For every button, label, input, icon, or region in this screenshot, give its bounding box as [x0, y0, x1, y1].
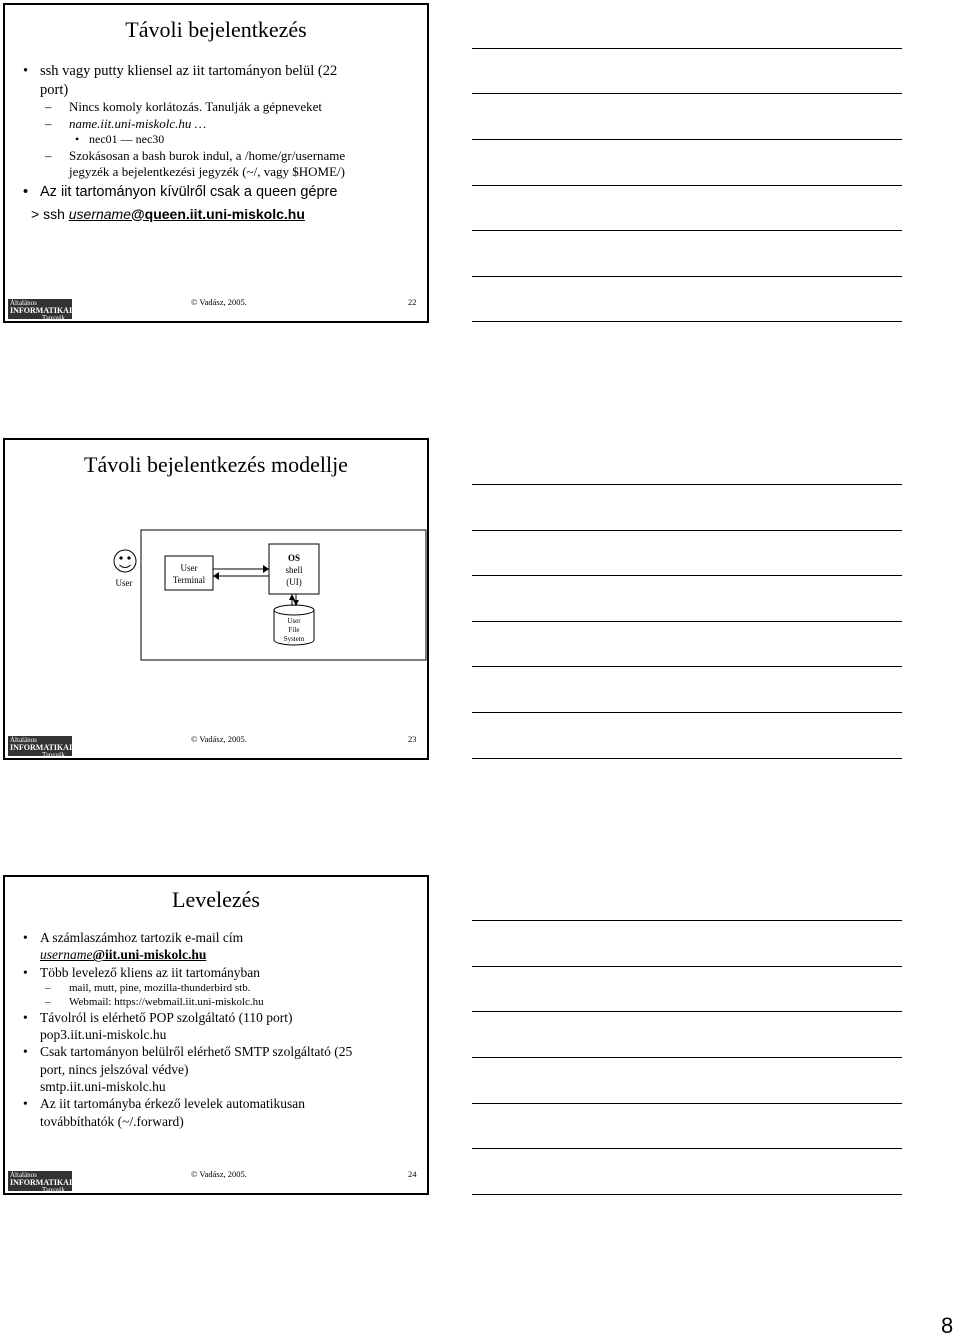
department-logo [8, 736, 72, 756]
os-shell-label: OS [287, 553, 301, 563]
sub-bullet: – mail, mutt, pine, mozilla-thunderbird stb. [23, 981, 419, 995]
note-line [472, 139, 902, 140]
arrow-head-icon [263, 565, 269, 573]
slide-title: Levelezés [172, 887, 260, 912]
note-line [472, 712, 902, 713]
user-eye-icon [119, 556, 122, 559]
logo-line: Tanszék [42, 1186, 65, 1191]
file-system-label: User [287, 617, 301, 625]
note-line [472, 1011, 902, 1012]
slide-body [23, 61, 419, 223]
note-line [472, 920, 902, 921]
note-line [472, 185, 902, 186]
slide-footer: © Vadász, 2005. [191, 734, 247, 744]
os-shell-label: shell [285, 565, 303, 575]
slide-number: 22 [408, 297, 417, 307]
logo-line: Általános [10, 299, 37, 307]
bullet: • A számlaszámhoz tartozik e-mail cím [23, 929, 419, 946]
note-line [472, 1148, 902, 1149]
file-system-label: File [288, 626, 300, 634]
slide-24 [3, 875, 429, 1195]
note-line [472, 321, 902, 322]
remote-login-diagram [5, 440, 427, 758]
logo-line: Tanszék [42, 314, 65, 319]
slide-footer: © Vadász, 2005. [191, 297, 247, 307]
sub-sub-bullet: • nec01 — nec30 [23, 132, 419, 147]
bullet: • Az iit tartományon kívülről csak a queen gépre [23, 183, 419, 202]
sub-bullet: – name.iit.uni-miskolc.hu … [23, 116, 419, 133]
logo-line: Tanszék [42, 751, 65, 756]
note-line [472, 966, 902, 967]
logo-line: INFORMATIKAI [10, 743, 72, 752]
logo-line: Általános [10, 736, 37, 744]
logo-line: INFORMATIKAI [10, 1178, 72, 1187]
slide-number: 24 [408, 1169, 417, 1179]
slide-number: 23 [408, 734, 417, 744]
command-user: username [68, 205, 132, 222]
terminal-label: User [180, 563, 198, 573]
note-line [472, 666, 902, 667]
note-line [472, 575, 902, 576]
bullet-continuation: port, nincs jelszóval védve) [40, 1061, 189, 1077]
email-user: username [40, 947, 93, 963]
os-shell-label: (UI) [286, 577, 302, 587]
email-address [23, 946, 419, 963]
command-host: @queen.iit.uni-miskolc.hu [131, 205, 305, 222]
bullet-continuation: smtp.iit.uni-miskolc.hu [40, 1079, 166, 1095]
note-line [472, 48, 902, 49]
sub-bullet: – Nincs komoly korlátozás. Tanulják a gépneveket [23, 99, 419, 116]
note-line [472, 93, 902, 94]
email-host: @iit.uni-miskolc.hu [92, 947, 207, 963]
bullet-continuation: port) [40, 81, 69, 98]
slide-title: Távoli bejelentkezés modellje [84, 452, 348, 477]
note-line [472, 758, 902, 759]
note-line [472, 530, 902, 531]
sub-bullet: – Szokásosan a bash burok indul, a /home/gr/username [23, 148, 419, 165]
command-prefix: > ssh [31, 205, 65, 222]
slide-footer: © Vadász, 2005. [191, 1169, 247, 1179]
sub-bullet: – Webmail: https://webmail.iit.uni-miskolc.hu [23, 995, 419, 1009]
note-line [472, 484, 902, 485]
note-line [472, 1057, 902, 1058]
user-label: User [115, 578, 133, 588]
slide-23 [3, 438, 429, 760]
file-system-cylinder-top [274, 605, 314, 615]
slide-body [23, 929, 419, 1130]
user-face-icon [114, 550, 136, 572]
department-logo [8, 299, 72, 319]
arrow-head-icon [289, 594, 295, 600]
note-line [472, 1194, 902, 1195]
logo-line: INFORMATIKAI [10, 306, 72, 315]
bullet: • Az iit tartományba érkező levelek automatikusan [23, 1095, 419, 1112]
bullet: • ssh vagy putty kliensel az iit tartományon belül (22 [23, 62, 419, 81]
page-number: 8 [941, 1313, 954, 1338]
slide-title: Távoli bejelentkezés [125, 17, 307, 42]
bullet: • Csak tartományon belülről elérhető SMTP szolgáltató (25 [23, 1043, 419, 1060]
terminal-label: Terminal [172, 575, 206, 585]
note-line [472, 621, 902, 622]
logo-line: Általános [10, 1171, 37, 1179]
note-line [472, 276, 902, 277]
department-logo [8, 1171, 72, 1191]
bullet: • Távolról is elérhető POP szolgáltató (110 port) [23, 1009, 419, 1026]
user-smile-icon [120, 565, 131, 568]
slide-22 [3, 3, 429, 323]
bullet-continuation: pop3.iit.uni-miskolc.hu [40, 1027, 167, 1043]
file-system-label: System [283, 635, 305, 643]
bullet: • Több levelező kliens az iit tartományban [23, 964, 419, 981]
sub-bullet-continuation: jegyzék a bejelentkezési jegyzék (~/, vagy $HOME/) [69, 164, 345, 180]
arrow-head-icon [213, 572, 219, 580]
note-line [472, 1103, 902, 1104]
user-eye-icon [127, 556, 130, 559]
note-line [472, 230, 902, 231]
bullet-continuation: továbbíthatók (~/.forward) [40, 1113, 184, 1129]
ssh-command [23, 206, 419, 224]
